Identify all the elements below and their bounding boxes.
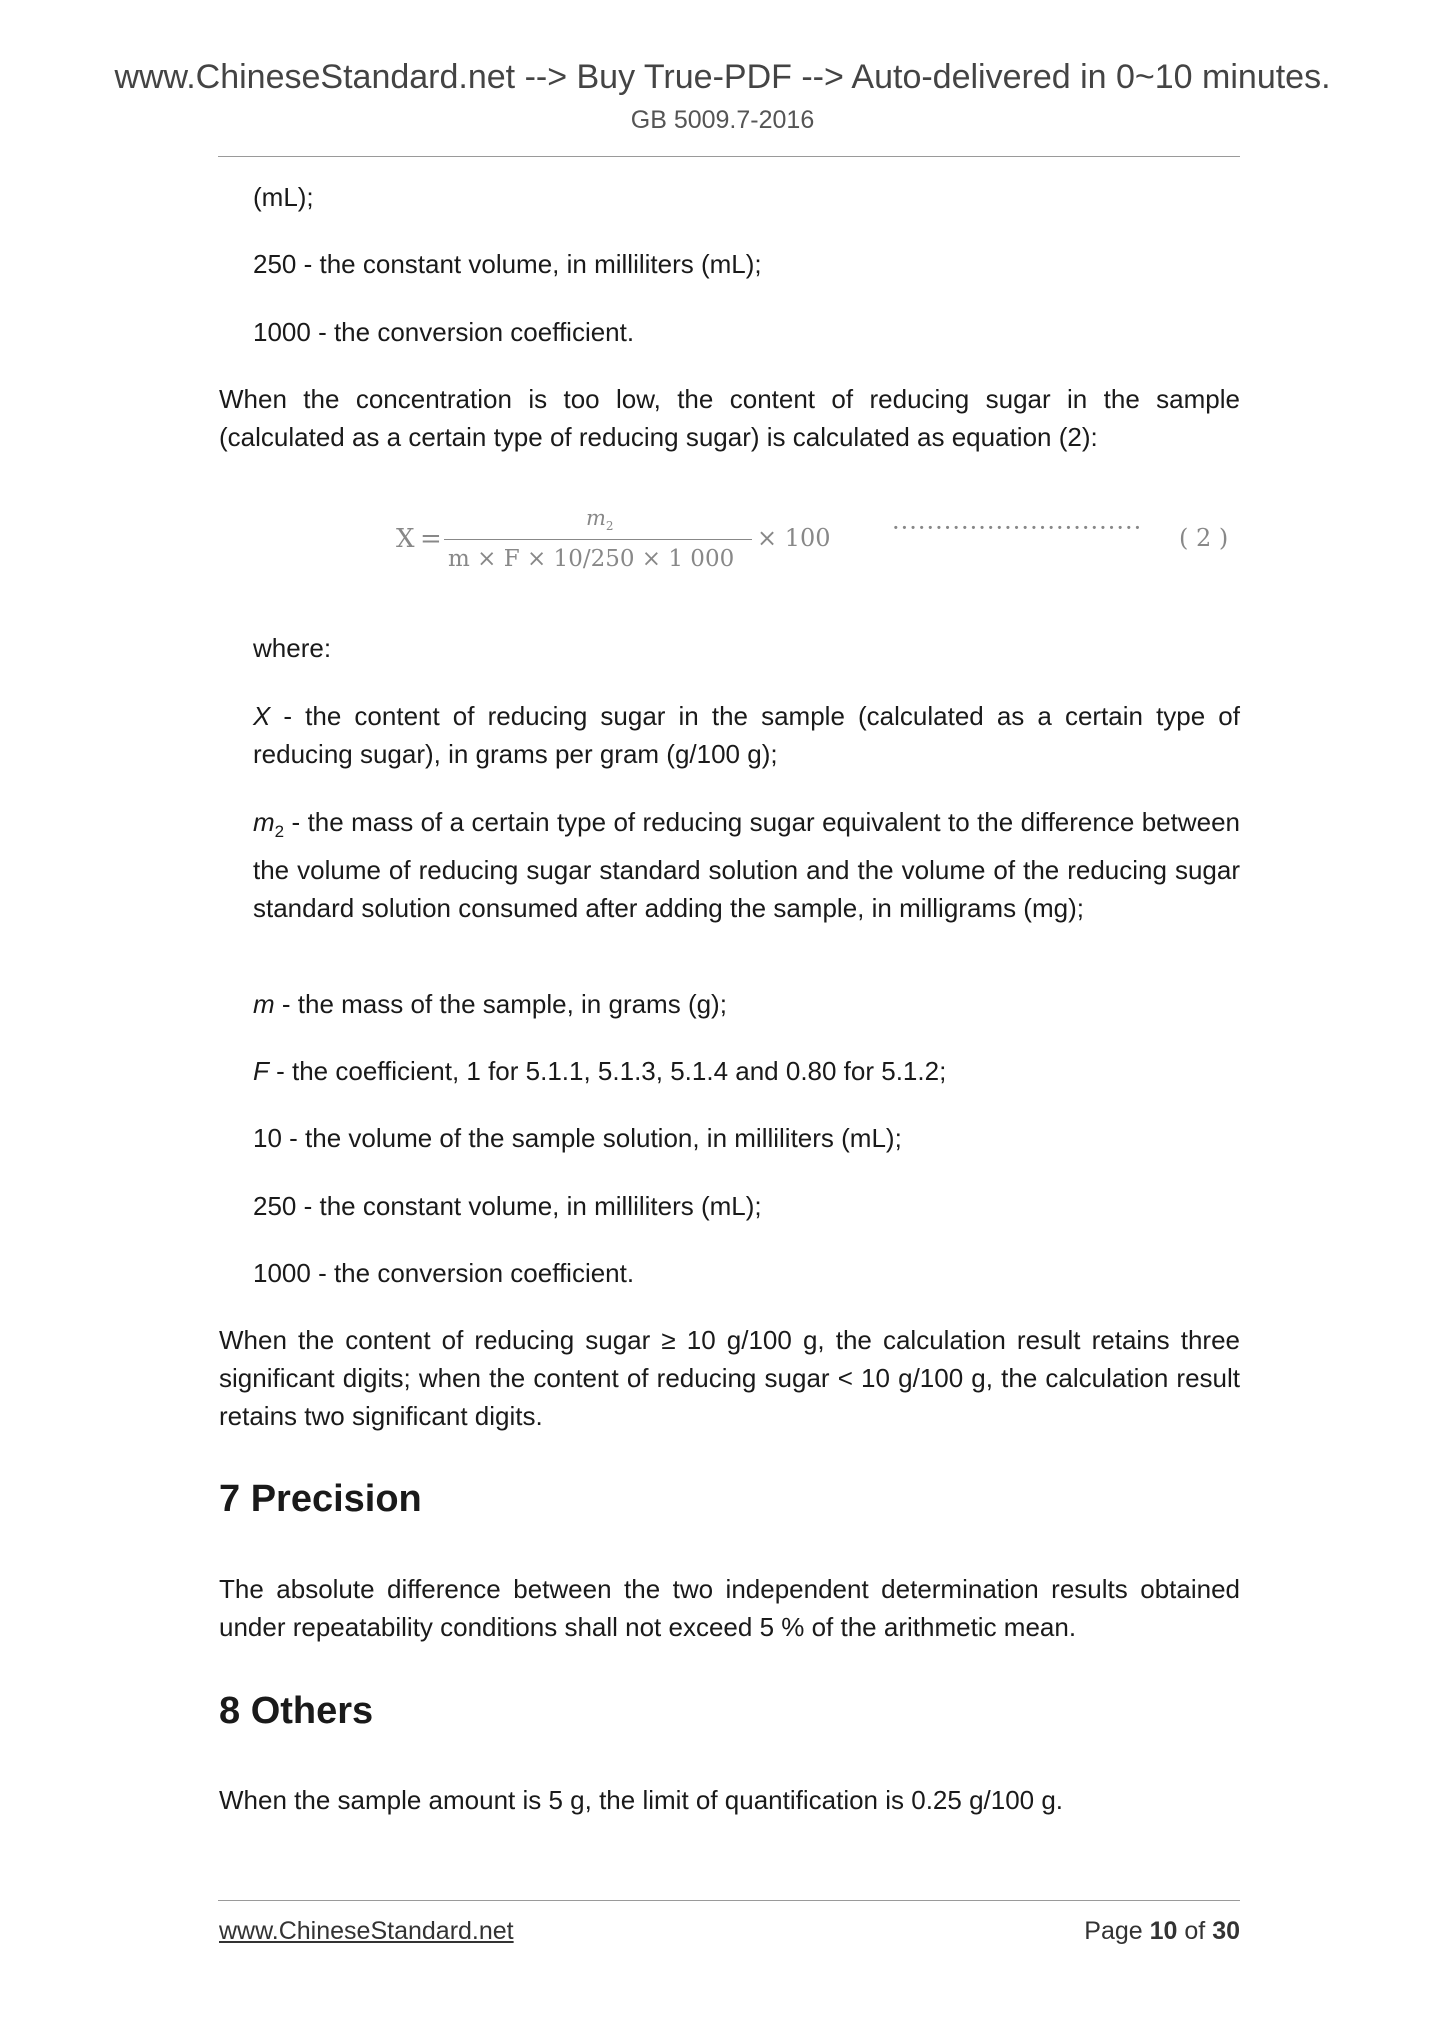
paragraph-constant-volume-2: 250 - the constant volume, in milliliters (mL); xyxy=(253,1191,762,1221)
paragraph-conversion-coefficient-2: 1000 - the conversion coefficient. xyxy=(253,1258,635,1288)
paragraph-low-concentration: When the concentration is too low, the content of reducing sugar in the sample (calculated as a certain type of reducing sugar) is calculated as equation (2): xyxy=(219,384,1240,452)
equation-denominator: m × F × 10/250 × 1 000 xyxy=(448,546,735,572)
fraction-bar xyxy=(444,539,752,540)
symbol-m2: m xyxy=(253,807,275,837)
standard-number: GB 5009.7-2016 xyxy=(630,106,815,134)
definition-f: F - the coefficient, 1 for 5.1.1, 5.1.3, 5.1.4 and 0.80 for 5.1.2; xyxy=(253,1056,947,1086)
equation-numerator: $m_2$ xyxy=(586,506,614,534)
symbol-x: X xyxy=(253,701,271,731)
header-promo: www.ChineseStandard.net --> Buy True-PDF --> Auto-delivered in 0~10 minutes. xyxy=(114,58,1331,96)
equation-equals: = xyxy=(420,524,442,554)
paragraph-constant-volume: 250 - the constant volume, in milliliters (mL); xyxy=(253,249,762,279)
footer-divider xyxy=(218,1900,1240,1901)
equation-multiplier: × 100 xyxy=(757,524,831,552)
definition-x: X - the content of reducing sugar in the sample (calculated as a certain type of reducing sugar), in grams per gram (g/100 g); xyxy=(253,701,1240,769)
symbol-f: F xyxy=(253,1056,269,1086)
current-page: 10 xyxy=(1149,1917,1178,1945)
heading-precision: 7 Precision xyxy=(219,1478,422,1520)
equation-number: ( 2 ) xyxy=(1179,524,1229,552)
header-divider xyxy=(218,156,1240,157)
paragraph-significant-digits: When the content of reducing sugar ≥ 10 g/100 g, the calculation result retains three significant digits; when the content of reducing sugar < 10 g/100 g, the calculation result retains two significant digits. xyxy=(219,1325,1240,1431)
paragraph-precision: The absolute difference between the two independent determination results obtained under repeatability conditions shall not exceed 5 % of the arithmetic mean. xyxy=(219,1574,1240,1642)
paragraph-where: where: xyxy=(253,633,332,663)
paragraph-ml-continued: (mL); xyxy=(253,182,314,212)
paragraph-sample-volume: 10 - the volume of the sample solution, in milliliters (mL); xyxy=(253,1123,902,1153)
paragraph-conversion-coefficient: 1000 - the conversion coefficient. xyxy=(253,317,635,347)
equation-leader-dots: ····························· xyxy=(892,514,1143,542)
symbol-m: m xyxy=(253,989,275,1019)
definition-m2: $m_2$ - the mass of a certain type of reducing sugar equivalent to the difference between the volume of reducing sugar standard solution and the volume of the reducing sugar standard solution consumed after adding the sample, in milligrams (mg); xyxy=(253,807,1240,924)
equation-lhs: X xyxy=(396,524,415,554)
paragraph-others: When the sample amount is 5 g, the limit of quantification is 0.25 g/100 g. xyxy=(219,1785,1064,1815)
total-pages: 30 xyxy=(1212,1917,1240,1945)
definition-m: m - the mass of the sample, in grams (g); xyxy=(253,989,727,1019)
footer-website-link[interactable]: www.ChineseStandard.net xyxy=(219,1917,514,1945)
page-indicator: Page 10 of 30 xyxy=(1084,1917,1240,1945)
equation-2 xyxy=(394,506,1242,596)
heading-others: 8 Others xyxy=(219,1690,374,1732)
